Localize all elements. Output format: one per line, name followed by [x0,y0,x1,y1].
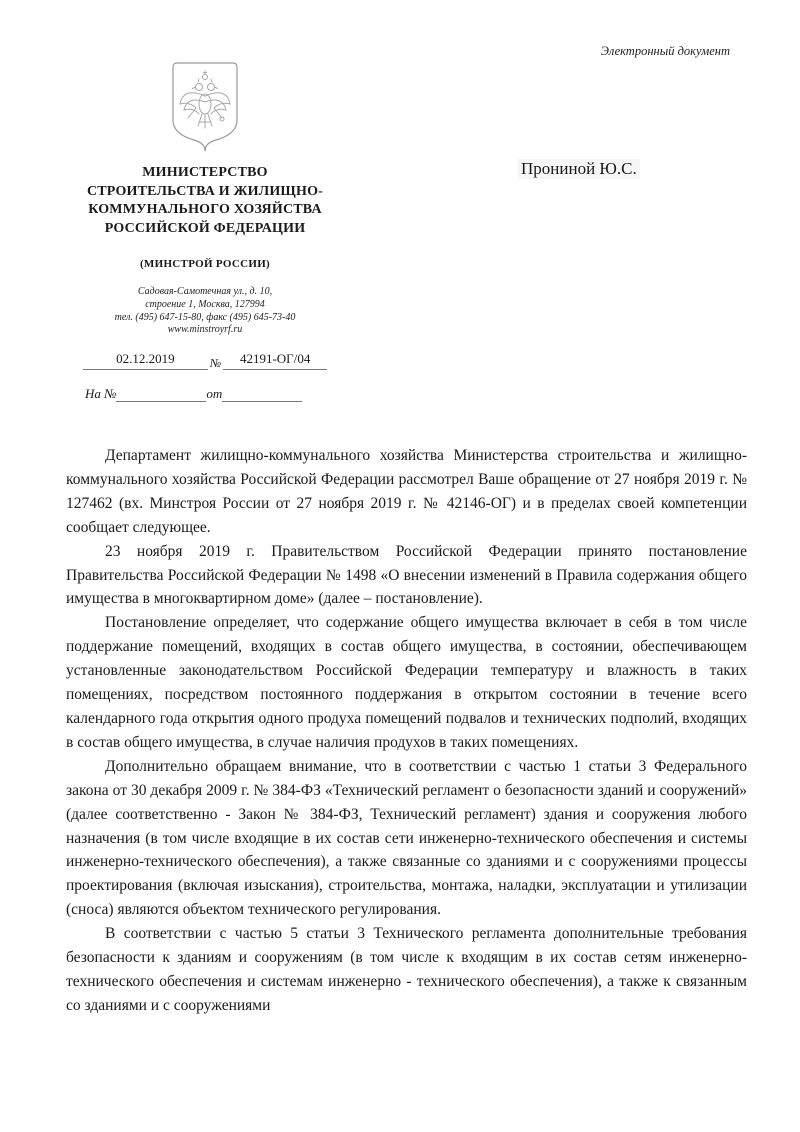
ministry-name-line: КОММУНАЛЬНОГО ХОЗЯЙСТВА [88,202,322,217]
reference-row [40,385,370,402]
body-paragraph: Дополнительно обращаем внимание, что в соответствии с частью 1 статьи 3 Федерального закона от 30 декабря 2009 г. № 384-ФЗ «Технический регламент о безопасности зданий и сооружений» (далее соответственно - Закон № 384-ФЗ, Технический регламент) здания и сооружения любого назначения (в том числе входящие в их состав сети инженерно-технического обеспечения и системы инженерно-технического обеспечения), а также связанные со зданиями и с сооружениями процессы проектирования (включая изыскания), строительства, монтажа, наладки, эксплуатации и утилизации (сноса) являются объектом технического регулирования. [66,757,747,919]
ministry-name-line: РОССИЙСКОЙ ФЕДЕРАЦИИ [104,220,306,236]
letter-number: 42191-ОГ/04 [239,351,311,367]
ref-label: На № [85,386,117,402]
ref-date-blank [222,385,302,402]
recipient-name: Прониной Ю.С. [518,159,640,179]
website-url: www.minstroyrf.ru [167,324,243,336]
number-sign: № [209,356,222,371]
letter-number-field [223,351,327,370]
address-line: Садовая-Самотечная ул., д. 10, [137,286,273,297]
ministry-name-line: МИНИСТЕРСТВО [142,165,268,180]
letter-body [66,444,747,1018]
electronic-document-note: Электронный документ [600,44,730,58]
letter-date-field [83,351,208,370]
ref-from-label: от [206,386,223,402]
ministry-name [40,164,370,238]
address-line: строение 1, Москва, 127994 [145,298,265,310]
ministry-short-name: (МИНСТРОЙ РОССИИ) [139,258,271,270]
letterhead [40,0,370,402]
coat-of-arms-icon [172,62,238,152]
address-line: тел. (495) 647-15-80, факс (495) 645-73-40 [114,311,296,323]
ministry-name-line: СТРОИТЕЛЬСТВА И ЖИЛИЩНО- [86,183,324,199]
letter-date: 02.12.2019 [116,351,175,367]
body-paragraph: Департамент жилищно-коммунального хозяйства Министерства строительства и жилищно-коммунального хозяйства Российской Федерации рассмотрел Ваше обращение от 27 ноября 2019 г. № 127462 (вх. Минстроя России от 27 ноября 2019 г. № 42146-ОГ) и в пределах своей компетенции сообщает следующее. [66,447,747,536]
ministry-address [40,286,370,337]
body-paragraph: В соответствии с частью 5 статьи 3 Технического регламента дополнительные требования безопасности к зданиям и сооружениям (в том числе к входящим в их состав сетям инженерно-технического обеспечения и системам инженерно - технического обеспечения), а также к связанным со зданиями и с сооружениями [66,925,747,1014]
ref-number-blank [116,385,206,402]
body-paragraph: Постановление определяет, что содержание общего имущества включает в себя в том числе поддержание помещений, входящих в состав общего имущества, в состоянии, обеспечивающем установленные законодательством Российской Федерации температуру и влажность в таких помещениях, посредством постоянного поддержания в открытом состоянии в течение всего календарного года открытия одного продуха помещений подвалов и технических подполий, входящих в состав общего имущества, в случае наличия продухов в таких помещениях. [66,614,747,751]
body-paragraph: 23 ноября 2019 г. Правительством Российской Федерации принято постановление Правительства Российской Федерации № 1498 «О внесении изменений в Правила содержания общего имущества в многоквартирном доме» (далее – постановление). [66,542,747,608]
date-number-row [40,351,370,370]
